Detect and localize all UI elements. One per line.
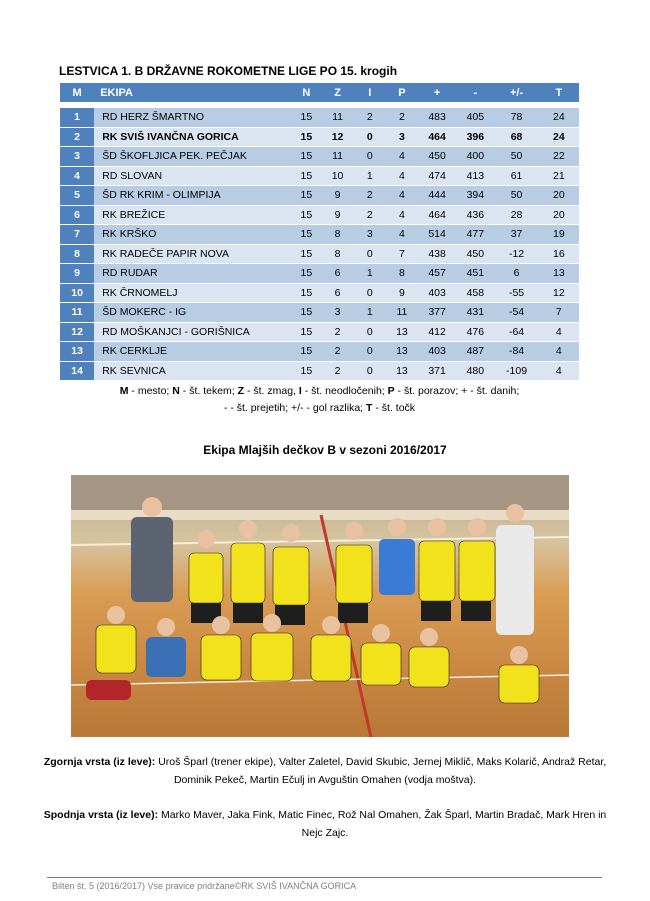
cell-team: RD RUDAR [94,264,291,283]
header-n: N [291,83,321,102]
cell-t: 24 [539,108,579,127]
cell-minus: 480 [456,362,494,381]
cell-n: 15 [291,342,321,361]
cell-diff: 6 [494,264,538,283]
table-row [60,342,579,361]
cell-z: 12 [321,128,353,147]
cell-n: 15 [291,147,321,166]
cell-p: 4 [386,167,418,186]
cell-team: RD SLOVAN [94,167,291,186]
table-row [60,245,579,264]
cell-n: 15 [291,362,321,381]
cell-p: 7 [386,245,418,264]
cell-diff: 50 [494,147,538,166]
photo-subtitle: Ekipa Mlajših dečkov B v sezoni 2016/2017 [203,443,447,457]
cell-position: 13 [60,342,94,361]
cell-t: 19 [539,225,579,244]
cell-team: RK KRŠKO [94,225,291,244]
cell-z: 2 [321,362,353,381]
cell-i: 2 [354,206,386,225]
cell-team: ŠD MOKERC - IG [94,303,291,322]
cell-p: 8 [386,264,418,283]
legend-text-t: - št. točk [372,402,416,414]
header-p: P [386,83,418,102]
cell-plus: 403 [418,284,456,303]
cell-plus: 371 [418,362,456,381]
cell-diff: -55 [494,284,538,303]
legend-text-goals: - - št. prejetih; +/- - gol razlika; [223,402,367,414]
table-row [60,264,579,283]
cell-minus: 458 [456,284,494,303]
cell-team: RK BREŽICE [94,206,291,225]
cell-t: 22 [539,147,579,166]
cell-plus: 444 [418,186,456,205]
cell-diff: -12 [494,245,538,264]
cell-diff: 68 [494,128,538,147]
cell-diff: 50 [494,186,538,205]
legend-line-1 [60,383,579,400]
cell-p: 3 [386,128,418,147]
cell-p: 9 [386,284,418,303]
cell-z: 8 [321,245,353,264]
cell-n: 15 [291,167,321,186]
cell-position: 12 [60,323,94,342]
cell-position: 1 [60,108,94,127]
cell-t: 24 [539,128,579,147]
cell-minus: 405 [456,108,494,127]
cell-team: ŠD ŠKOFLJICA PEK. PEČJAK [94,147,291,166]
cell-team: RK ČRNOMELJ [94,284,291,303]
table-row [60,323,579,342]
cell-minus: 451 [456,264,494,283]
header-points: T [539,83,579,102]
table-row [60,284,579,303]
cell-z: 6 [321,264,353,283]
table-row [60,362,579,381]
caption-top-text: Uroš Šparl (trener ekipe), Valter Zaletel, David Skubic, Jernej Miklič, Maks Kolarič, Andraž Retar, Dominik Pekeč, Martin Ečulj in Avguštin Omahen (vodja moštva). [155,756,607,786]
cell-p: 4 [386,147,418,166]
legend-key-n: N [172,385,180,397]
cell-minus: 476 [456,323,494,342]
cell-position: 7 [60,225,94,244]
cell-z: 11 [321,108,353,127]
cell-diff: 78 [494,108,538,127]
cell-position: 8 [60,245,94,264]
cell-t: 4 [539,342,579,361]
legend-text-p: - št. porazov; + - št. danih; [394,385,520,397]
caption-top-label: Zgornja vrsta (iz leve): [43,756,156,768]
legend-text-n: - št. tekem; [179,385,238,397]
cell-diff: -109 [494,362,538,381]
cell-t: 21 [539,167,579,186]
cell-t: 12 [539,284,579,303]
cell-n: 15 [291,284,321,303]
cell-position: 2 [60,128,94,147]
legend-text-i: - št. neodločenih; [301,385,388,397]
cell-p: 4 [386,186,418,205]
cell-plus: 464 [418,206,456,225]
cell-n: 15 [291,303,321,322]
cell-team: RD MOŠKANJCI - GORIŠNICA [94,323,291,342]
cell-plus: 474 [418,167,456,186]
cell-z: 2 [321,342,353,361]
cell-i: 1 [354,264,386,283]
cell-minus: 487 [456,342,494,361]
cell-minus: 396 [456,128,494,147]
team-photo-illustration [71,475,569,737]
table-title: LESTVICA 1. B DRŽAVNE ROKOMETNE LIGE PO 15. krogih [59,64,398,78]
cell-n: 15 [291,108,321,127]
cell-z: 3 [321,303,353,322]
cell-plus: 377 [418,303,456,322]
cell-plus: 412 [418,323,456,342]
team-photo [71,475,569,737]
legend-line-2 [60,400,579,417]
cell-i: 0 [354,128,386,147]
cell-i: 0 [354,323,386,342]
table-row [60,206,579,225]
cell-diff: -54 [494,303,538,322]
cell-n: 15 [291,323,321,342]
cell-p: 13 [386,342,418,361]
legend-key-t: T [366,402,373,414]
cell-t: 13 [539,264,579,283]
cell-diff: 28 [494,206,538,225]
header-diff: +/- [494,83,538,102]
cell-i: 0 [354,362,386,381]
cell-minus: 436 [456,206,494,225]
cell-position: 9 [60,264,94,283]
cell-z: 9 [321,206,353,225]
legend-text-m: - mesto; [128,385,173,397]
cell-z: 11 [321,147,353,166]
cell-i: 0 [354,342,386,361]
cell-plus: 464 [418,128,456,147]
cell-p: 4 [386,225,418,244]
cell-z: 6 [321,284,353,303]
cell-z: 9 [321,186,353,205]
footer-text: Bilten št. 5 (2016/2017) Vse pravice pridržane©RK SVIŠ IVANČNA GORICA [52,881,357,891]
cell-n: 15 [291,225,321,244]
header-m: M [60,83,94,102]
cell-n: 15 [291,206,321,225]
table-row [60,303,579,322]
caption-bottom-label: Spodnja vrsta (iz leve): [43,809,159,821]
cell-p: 13 [386,323,418,342]
cell-minus: 431 [456,303,494,322]
cell-team: RK RADEČE PAPIR NOVA [94,245,291,264]
cell-z: 10 [321,167,353,186]
cell-t: 16 [539,245,579,264]
cell-n: 15 [291,186,321,205]
cell-i: 2 [354,108,386,127]
cell-t: 7 [539,303,579,322]
cell-position: 5 [60,186,94,205]
legend-key-m: M [119,385,129,397]
cell-plus: 438 [418,245,456,264]
cell-p: 4 [386,206,418,225]
cell-z: 8 [321,225,353,244]
cell-position: 6 [60,206,94,225]
cell-i: 2 [354,186,386,205]
cell-t: 20 [539,186,579,205]
cell-plus: 514 [418,225,456,244]
caption-bottom-text: Marko Maver, Jaka Fink, Matic Finec, Rož Nal Omahen, Žak Šparl, Martin Bradač, Mark Hren in Nejc Zajc. [158,809,607,839]
caption-bottom-row [40,806,610,842]
cell-t: 20 [539,206,579,225]
spacer-cell [60,103,579,107]
cell-team: RK SEVNICA [94,362,291,381]
header-i: I [354,83,386,102]
cell-position: 10 [60,284,94,303]
table-header-row [60,83,579,102]
cell-i: 0 [354,284,386,303]
cell-position: 4 [60,167,94,186]
cell-n: 15 [291,264,321,283]
cell-plus: 483 [418,108,456,127]
caption-top-row [40,753,610,789]
table-row [60,147,579,166]
cell-p: 2 [386,108,418,127]
header-minus: - [456,83,494,102]
cell-team: RD HERZ ŠMARTNO [94,108,291,127]
header-z: Z [321,83,353,102]
cell-team: RK CERKLJE [94,342,291,361]
cell-p: 11 [386,303,418,322]
table-row [60,108,579,127]
table-row [60,225,579,244]
cell-minus: 413 [456,167,494,186]
table-row [60,186,579,205]
cell-i: 0 [354,147,386,166]
cell-plus: 450 [418,147,456,166]
cell-i: 1 [354,167,386,186]
cell-minus: 400 [456,147,494,166]
cell-p: 13 [386,362,418,381]
standings-table [60,82,579,381]
cell-diff: -84 [494,342,538,361]
cell-position: 11 [60,303,94,322]
legend-key-z: Z [237,385,245,397]
cell-minus: 394 [456,186,494,205]
header-plus: + [418,83,456,102]
cell-plus: 403 [418,342,456,361]
cell-minus: 450 [456,245,494,264]
table-spacer [60,103,579,107]
legend-key-i: I [298,385,302,397]
cell-position: 3 [60,147,94,166]
footer-divider [47,877,602,878]
header-team: EKIPA [94,83,291,102]
cell-position: 14 [60,362,94,381]
cell-t: 4 [539,362,579,381]
legend-text-z: - št. zmag, [244,385,299,397]
cell-team: RK SVIŠ IVANČNA GORICA [94,128,291,147]
legend-key-p: P [387,385,395,397]
cell-t: 4 [539,323,579,342]
cell-minus: 477 [456,225,494,244]
cell-n: 15 [291,128,321,147]
cell-z: 2 [321,323,353,342]
cell-i: 0 [354,245,386,264]
cell-i: 3 [354,225,386,244]
cell-n: 15 [291,245,321,264]
cell-diff: 61 [494,167,538,186]
table-row [60,128,579,147]
cell-diff: 37 [494,225,538,244]
cell-diff: -64 [494,323,538,342]
cell-team: ŠD RK KRIM - OLIMPIJA [94,186,291,205]
cell-i: 1 [354,303,386,322]
cell-plus: 457 [418,264,456,283]
table-row [60,167,579,186]
